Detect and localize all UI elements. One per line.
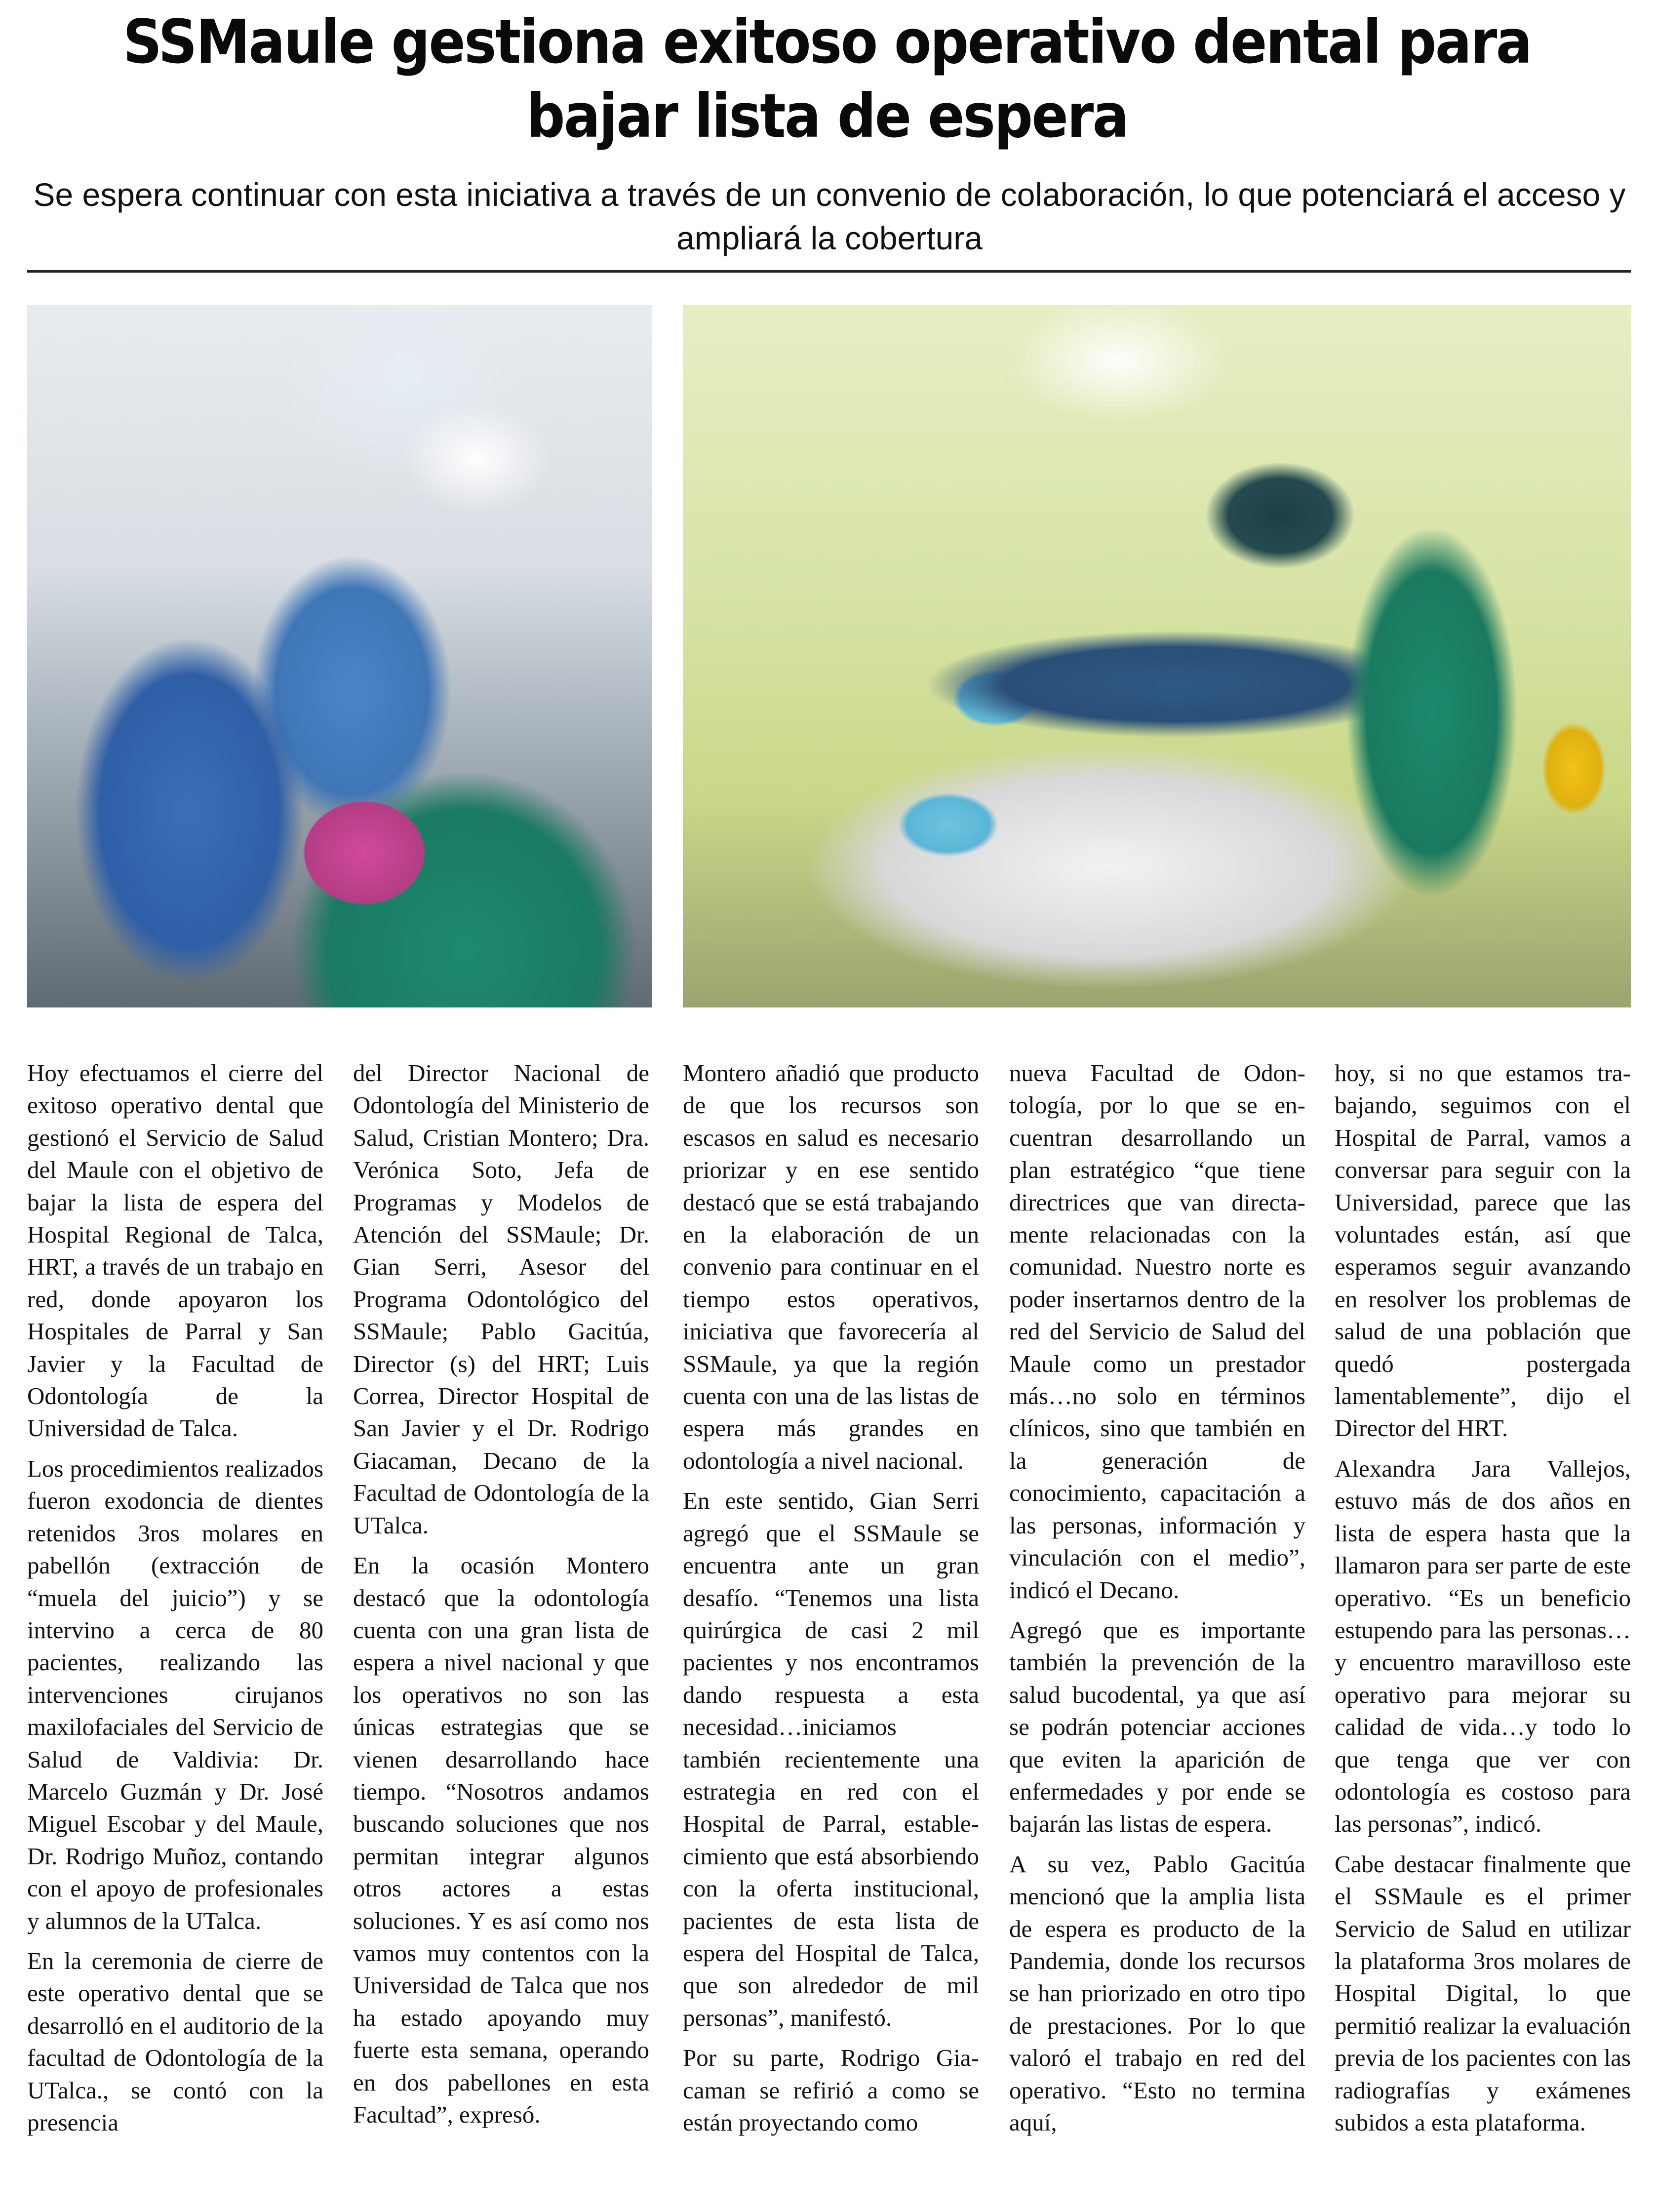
paragraph: A su vez, Pablo Gacitúa mencionó que la amplia lista de espera es producto de la Pandemia, donde los recursos se han priorizado en otro tipo de prestaciones. Por lo que valoró el trabajo en red del operativo. “Esto no termina aquí, xyxy=(1009,1850,1305,2136)
paragraph: En este sentido, Gian Serri agregó que el SSMaule se encuentra ante un gran desafío. “Tenemos una lista quirúrgica de casi 2 mil pacientes y nos encontramos dando respuesta a esta necesidad…iniciamos también recientemente una estrategia en red con el Hospital de Parral, establecimiento que está absorbiendo con la oferta institucional, pacientes de esta lista de espera del Hospital de Talca, que son alrededor de mil personas”, manifestó. xyxy=(683,1487,979,2031)
header-divider xyxy=(27,270,1631,273)
paragraph: Los procedimientos realizados fueron exodoncia de dientes retenidos 3ros molares en pabellón (extracción de “muela del juicio”) y se intervino a cerca de 80 pacientes, realizando las intervenciones cirujanos maxilofaciales del Servicio de Salud de Valdivia: Dr. Marcelo Guzmán y Dr. José Miguel Escobar y del Maule, Dr. Rodrigo Muñoz, contando con el apoyo de profesionales y alumnos de la UTalca. xyxy=(27,1454,323,1934)
paragraph: Montero añadió que producto de que los recursos son escasos en salud es necesario priorizar y en ese sentido destacó que se está trabajando en la elaboración de un convenio para continuar en el tiempo estos operativos, iniciativa que favorecería al SSMaule, ya que la región cuenta con una de las listas de espera más grandes en odontología a nivel nacional. xyxy=(683,1059,979,1474)
paragraph: Alexandra Jara Vallejos, estuvo más de dos años en lista de espera hasta que la llamaron para ser parte de este operativo. “Es un beneficio estupendo para las personas… y encuentro maravilloso este operativo para mejorar su calidad de vida…y todo lo que tenga que ver con odontología es costoso para las personas”, indicó. xyxy=(1335,1454,1631,1838)
paragraph: hoy, si no que estamos trabajando, seguimos con el Hospital de Parral, vamos a conversar para seguir con la Universidad, parece que las voluntades están, así que esperamos seguir avanzando en resolver los problemas de salud de una población que quedó postergada lamentablemente”, dijo el Director del HRT. xyxy=(1335,1059,1631,1442)
paragraph: Por su parte, Rodrigo Giacaman se refirió a como se están proyectando como xyxy=(683,2044,979,2136)
paragraph: En la ceremonia de cierre de este operativo dental que se desarrolló en el auditorio de la facultad de Odontología de la UTalca., se contó con la presencia xyxy=(27,1947,323,2136)
photo-dental-surgery xyxy=(683,305,1631,1007)
paragraph: del Director Nacional de Odontología del Ministerio de Salud, Cristian Montero; Dra. Verónica Soto, Jefa de Programas y Modelos de Atención del SSMaule; Dr. Gian Serri, Asesor del Programa Odontológico del SSMaule; Pablo Gacitúa, Director (s) del HRT; Luis Correa, Director Hospital de San Javier y el Dr. Rodrigo Giacaman, Decano de la Facultad de Odontología de la UTalca. xyxy=(353,1059,649,1539)
text-column-1 xyxy=(27,1057,323,2146)
photo-surgical-team xyxy=(27,305,652,1007)
article-headline xyxy=(110,5,1545,153)
text-column-3 xyxy=(683,1057,979,2146)
paragraph: En la ocasión Montero destacó que la odontología cuenta con una gran lista de espera a nivel nacional y que los operativos no son las únicas estrategias que se vienen desarrollando hace tiempo. “Nosotros andamos buscando soluciones que nos permitan integrar algunos otros actores a estas soluciones. Y es así como nos vamos muy contentos con la Universidad de Talca que nos ha estado apoyando muy fuerte esta semana, operando en dos pabellones en esta Facultad”, expresó. xyxy=(353,1552,649,2128)
text-column-5 xyxy=(1335,1057,1631,2146)
paragraph: Cabe destacar finalmente que el SSMaule es el primer Servicio de Salud en utilizar la plataforma 3ros molares de Hospital Digital, lo que permitió realizar la evaluación previa de los pacientes con las radiografías y exámenes subidos a esta plataforma. xyxy=(1335,1850,1631,2136)
text-column-4 xyxy=(1009,1057,1305,2146)
article-subheadline: Se espera continuar con esta iniciativa a través de un convenio de colaboración, lo que potenciará el acceso y ampliará la cobertura xyxy=(33,176,1626,256)
paragraph: Agregó que es importante también la prevención de la salud bucodental, ya que así se podrán potenciar acciones que eviten la aparición de enfermedades y por ende se bajarán las listas de espera. xyxy=(1009,1616,1305,1838)
headline-line-1: SSMaule gestiona exitoso operativo dental para xyxy=(123,7,1531,77)
text-column-2 xyxy=(353,1057,649,2138)
paragraph: nueva Facultad de Odontología, por lo que se encuentran desarrollando un plan estratégico “que tiene directrices que van directamente relacionadas con la comunidad. Nuestro norte es poder insertarnos dentro de la red del Servicio de Salud del Maule como un prestador más…no solo en términos clínicos, sino que también en la generación de conocimiento, capacitación a las personas, información y vinculación con el medio”, indicó el Decano. xyxy=(1009,1059,1305,1604)
headline-line-2: bajar lista de espera xyxy=(526,81,1128,151)
paragraph: Hoy efectuamos el cierre del exitoso operativo dental que gestionó el Servicio de Salud del Maule con el objetivo de bajar la lista de espera del Hospital Regional de Talca, HRT, a través de un trabajo en red, donde apoyaron los Hospitales de Parral y San Javier y la Facultad de Odontología de la Universidad de Talca. xyxy=(27,1059,323,1442)
